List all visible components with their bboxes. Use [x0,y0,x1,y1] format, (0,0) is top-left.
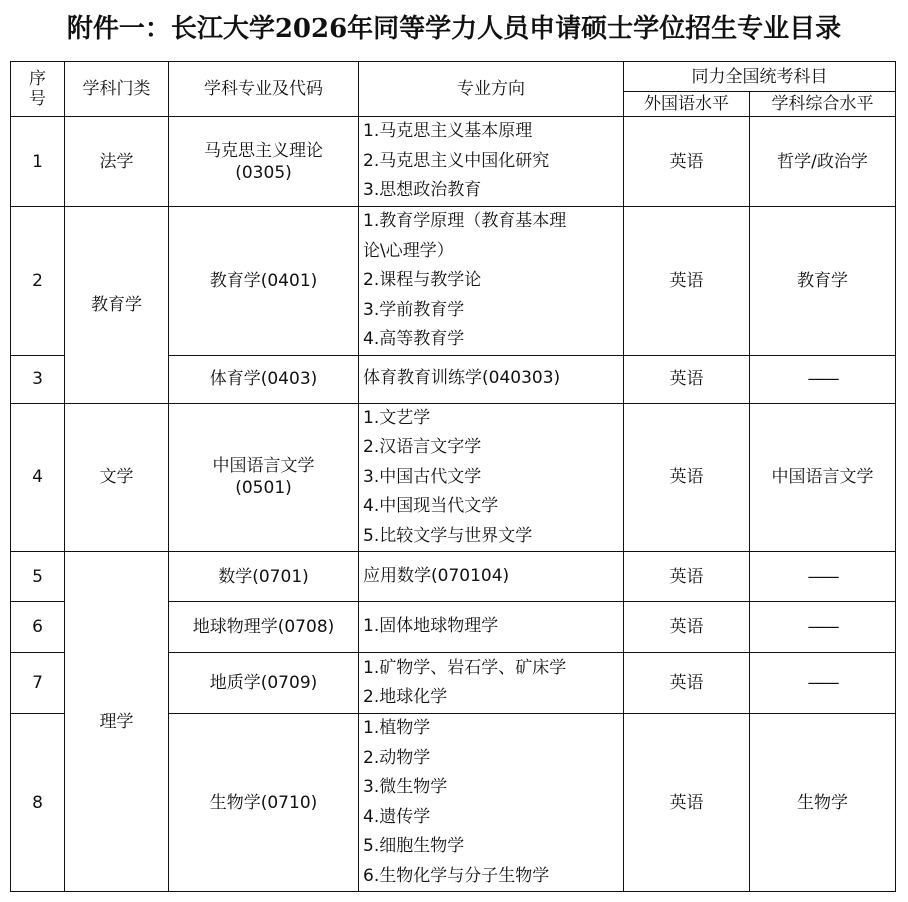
header-seq: 序 号 [11,62,65,117]
seq-cell: 4 [11,403,65,552]
composite-cell: 生物学 [750,714,896,892]
direction-item: 3.微生物学 [363,777,448,797]
header-category: 学科门类 [65,62,169,117]
major-cell: 体育学(0403) [169,355,359,403]
major-cell: 地质学(0709) [169,653,359,714]
direction-item: 2.动物学 [363,747,431,768]
direction-cell [359,117,624,207]
direction-cell [359,653,624,714]
direction-cell [359,602,624,653]
foreign-language-cell: 英语 [624,355,750,403]
major-cell: 马克思主义理论 (0305) [169,117,359,207]
category-cell: 理学 [65,552,169,892]
header-direction: 专业方向 [359,62,624,117]
major-catalog-table [10,61,896,892]
table-row [11,403,896,552]
foreign-language-cell: 英语 [624,602,750,653]
direction-item: 2.马克思主义中国化研究 [363,150,550,171]
foreign-language-cell: 英语 [624,653,750,714]
direction-item: 3.学前教育学 [363,299,465,320]
header-row-top [11,62,896,92]
direction-item: 5.比较文学与世界文学 [363,525,533,546]
composite-cell: 中国语言文学 [750,403,896,552]
header-foreign-language: 外国语水平 [624,92,750,117]
major-cell: 教育学(0401) [169,207,359,356]
table-row [11,117,896,207]
major-cell: 地球物理学(0708) [169,602,359,653]
composite-cell: —— [750,355,896,403]
seq-cell: 2 [11,207,65,356]
direction-cell [359,552,624,602]
composite-cell: 哲学/政治学 [750,117,896,207]
major-cell: 中国语言文学 (0501) [169,403,359,552]
direction-item: 4.中国现当代文学 [363,496,499,516]
direction-cell [359,207,624,356]
foreign-language-cell: 英语 [624,714,750,892]
composite-cell: —— [750,653,896,714]
direction-cell [359,355,624,403]
seq-cell: 7 [11,653,65,714]
table-row [11,552,896,602]
foreign-language-cell: 英语 [624,552,750,602]
direction-item: 1.马克思主义基本原理 [363,121,533,142]
direction-item: 1.文艺学 [363,407,431,428]
header-exam-group: 同力全国统考科目 [624,62,896,92]
direction-item: 1.矿物学、岩石学、矿床学 [363,657,567,678]
direction-item: 4.高等教育学 [363,329,465,349]
category-cell: 文学 [65,403,169,552]
foreign-language-cell: 英语 [624,207,750,356]
seq-cell: 1 [11,117,65,207]
seq-cell: 5 [11,552,65,602]
direction-item: 1.固体地球物理学 [363,616,499,637]
direction-item: 论\心理学） [363,240,454,261]
direction-item: 5.细胞生物学 [363,836,465,856]
category-cell: 法学 [65,117,169,207]
direction-item: 1.教育学原理（教育基本理 [363,211,567,231]
category-cell: 教育学 [65,207,169,404]
composite-cell: 教育学 [750,207,896,356]
direction-item: 2.汉语言文字学 [363,437,482,457]
header-composite: 学科综合水平 [750,92,896,117]
composite-cell: —— [750,552,896,602]
direction-item: 3.中国古代文学 [363,466,482,487]
header-major: 学科专业及代码 [169,62,359,117]
direction-item: 4.遗传学 [363,806,431,827]
foreign-language-cell: 英语 [624,117,750,207]
composite-cell: —— [750,602,896,653]
major-cell: 生物学(0710) [169,714,359,892]
direction-item: 6.生物化学与分子生物学 [363,865,550,886]
seq-cell: 8 [11,714,65,892]
foreign-language-cell: 英语 [624,403,750,552]
seq-cell: 3 [11,355,65,403]
direction-item: 2.课程与教学论 [363,270,482,290]
major-cell: 数学(0701) [169,552,359,602]
table-row [11,207,896,356]
document-title: 附件一：长江大学2026年同等学力人员申请硕士学位招生专业目录 [66,14,842,44]
direction-item: 3.思想政治教育 [363,180,482,201]
direction-item: 2.地球化学 [363,687,448,707]
direction-cell [359,714,624,892]
direction-item: 体育教育训练学(040303) [363,368,561,389]
direction-item: 1.植物学 [363,718,431,738]
direction-item: 应用数学(070104) [363,565,510,586]
direction-cell [359,403,624,552]
seq-cell: 6 [11,602,65,653]
